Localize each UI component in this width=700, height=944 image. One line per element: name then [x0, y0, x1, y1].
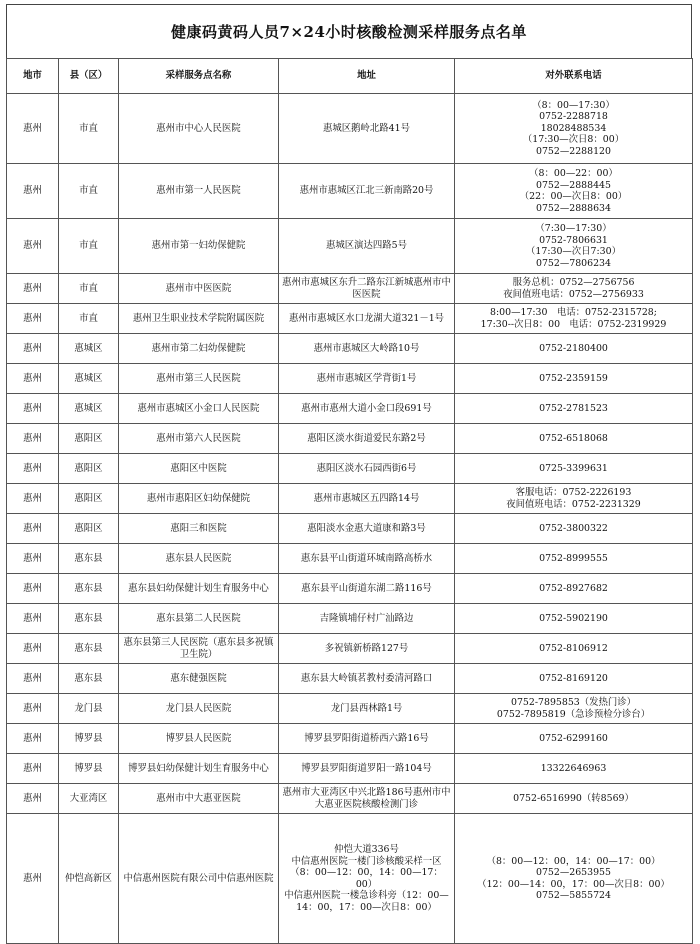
table-row	[7, 604, 693, 634]
table-row	[7, 724, 693, 754]
cell-city: 惠州	[7, 334, 59, 364]
cell-site-name: 惠东县第三人民医院（惠东县多祝镇卫生院）	[119, 634, 279, 664]
cell-address: 龙门县西林路1号	[279, 694, 455, 724]
cell-address: 吉隆镇埔仔村广汕路边	[279, 604, 455, 634]
cell-county: 惠阳区	[59, 484, 119, 514]
cell-phone: 0752-7895853（发热门诊） 0752-7895819（急诊预检分诊台）	[455, 694, 693, 724]
header-city: 地市	[7, 59, 59, 94]
table-row	[7, 484, 693, 514]
table-row	[7, 394, 693, 424]
table-row	[7, 94, 693, 164]
cell-site-name: 惠州市第一妇幼保健院	[119, 219, 279, 274]
cell-address: 惠州市惠城区水口龙湖大道321－1号	[279, 304, 455, 334]
cell-city: 惠州	[7, 274, 59, 304]
cell-city: 惠州	[7, 484, 59, 514]
cell-county: 惠城区	[59, 334, 119, 364]
cell-address: 仲恺大道336号 中信惠州医院一楼门诊核酸采样一区（8：00—12：00，14：00—17：00） 中信惠州医院一楼急诊科旁（12：00—14：00，17：00—次日8：00）	[279, 814, 455, 944]
cell-city: 惠州	[7, 634, 59, 664]
cell-address: 惠阳区淡水街道爱民东路2号	[279, 424, 455, 454]
cell-county: 市直	[59, 219, 119, 274]
cell-address: 惠东县大岭镇茗教村委清河路口	[279, 664, 455, 694]
cell-phone: 0752-6518068	[455, 424, 693, 454]
cell-site-name: 惠州市第三人民医院	[119, 364, 279, 394]
header-site-name: 采样服务点名称	[119, 59, 279, 94]
cell-city: 惠州	[7, 364, 59, 394]
cell-address: 惠州市惠城区东升二路东江新城惠州市中医医院	[279, 274, 455, 304]
cell-site-name: 惠东县第二人民医院	[119, 604, 279, 634]
cell-site-name: 惠州市第一人民医院	[119, 164, 279, 219]
cell-site-name: 惠东县妇幼保健计划生育服务中心	[119, 574, 279, 604]
cell-address: 惠城区演达四路5号	[279, 219, 455, 274]
cell-site-name: 惠州市中大惠亚医院	[119, 784, 279, 814]
table-row	[7, 304, 693, 334]
cell-county: 大亚湾区	[59, 784, 119, 814]
cell-address: 惠州市惠城区学背街1号	[279, 364, 455, 394]
cell-county: 博罗县	[59, 724, 119, 754]
cell-city: 惠州	[7, 664, 59, 694]
cell-phone: （8：00—12：00，14：00—17：00） 0752—2653955 （12：00—14：00，17：00—次日8：00） 0752—5855724	[455, 814, 693, 944]
table-row	[7, 514, 693, 544]
cell-site-name: 博罗县妇幼保健计划生育服务中心	[119, 754, 279, 784]
cell-city: 惠州	[7, 514, 59, 544]
table-row	[7, 634, 693, 664]
cell-site-name: 惠东健强医院	[119, 664, 279, 694]
cell-site-name: 惠东县人民医院	[119, 544, 279, 574]
table-header-row	[7, 59, 693, 94]
cell-phone: 0752-8999555	[455, 544, 693, 574]
cell-address: 博罗县罗阳街道桥西六路16号	[279, 724, 455, 754]
cell-county: 市直	[59, 164, 119, 219]
cell-city: 惠州	[7, 784, 59, 814]
cell-city: 惠州	[7, 219, 59, 274]
cell-phone: 0752-2359159	[455, 364, 693, 394]
cell-phone: 0752-2781523	[455, 394, 693, 424]
table-row	[7, 274, 693, 304]
cell-site-name: 惠州市惠阳区妇幼保健院	[119, 484, 279, 514]
cell-phone: 服务总机：0752—2756756 夜间值班电话：0752—2756933	[455, 274, 693, 304]
cell-address: 惠阳区淡水石园西街6号	[279, 454, 455, 484]
cell-city: 惠州	[7, 424, 59, 454]
cell-site-name: 中信惠州医院有限公司中信惠州医院	[119, 814, 279, 944]
cell-city: 惠州	[7, 94, 59, 164]
cell-phone: 0752-2180400	[455, 334, 693, 364]
cell-phone: 0752-8927682	[455, 574, 693, 604]
table-row	[7, 754, 693, 784]
cell-city: 惠州	[7, 724, 59, 754]
cell-address: 惠州市惠城区江北三新南路20号	[279, 164, 455, 219]
cell-county: 仲恺高新区	[59, 814, 119, 944]
cell-phone: 0752-8106912	[455, 634, 693, 664]
cell-phone: （8：00—22：00） 0752—2888445 （22：00—次日8：00） 0752—2888634	[455, 164, 693, 219]
cell-site-name: 惠阳区中医院	[119, 454, 279, 484]
cell-phone: 0752-6299160	[455, 724, 693, 754]
cell-site-name: 龙门县人民医院	[119, 694, 279, 724]
cell-site-name: 惠州市惠城区小金口人民医院	[119, 394, 279, 424]
cell-phone: （7:30—17:30） 0752-7806631 （17:30—次日7:30） 0752—7806234	[455, 219, 693, 274]
header-phone: 对外联系电话	[455, 59, 693, 94]
table-row	[7, 664, 693, 694]
cell-county: 惠阳区	[59, 514, 119, 544]
table-row	[7, 784, 693, 814]
cell-county: 惠城区	[59, 394, 119, 424]
cell-county: 市直	[59, 94, 119, 164]
cell-phone: 0752-6516990（转8569）	[455, 784, 693, 814]
cell-address: 博罗县罗阳街道罗阳一路104号	[279, 754, 455, 784]
cell-county: 惠东县	[59, 664, 119, 694]
table-row	[7, 454, 693, 484]
page-title: 健康码黄码人员7×24小时核酸检测采样服务点名单	[171, 23, 527, 41]
cell-phone: 0752-5902190	[455, 604, 693, 634]
table-row	[7, 814, 693, 944]
cell-site-name: 博罗县人民医院	[119, 724, 279, 754]
cell-site-name: 惠阳三和医院	[119, 514, 279, 544]
cell-county: 惠东县	[59, 604, 119, 634]
cell-county: 博罗县	[59, 754, 119, 784]
cell-county: 惠阳区	[59, 454, 119, 484]
header-address: 地址	[279, 59, 455, 94]
cell-phone: 13322646963	[455, 754, 693, 784]
cell-address: 惠州市惠城区五四路14号	[279, 484, 455, 514]
cell-address: 惠州市大亚湾区中兴北路186号惠州市中大惠亚医院核酸检测门诊	[279, 784, 455, 814]
cell-phone: 客服电话：0752-2226193 夜间值班电话：0752-2231329	[455, 484, 693, 514]
cell-county: 惠东县	[59, 634, 119, 664]
table-row	[7, 694, 693, 724]
table-row	[7, 364, 693, 394]
cell-phone: 0752-8169120	[455, 664, 693, 694]
cell-address: 惠东县平山街道东湖二路116号	[279, 574, 455, 604]
cell-city: 惠州	[7, 814, 59, 944]
cell-phone: （8：00—17:30） 0752-2288718 18028488534 （17:30—次日8：00） 0752—2288120	[455, 94, 693, 164]
cell-county: 惠阳区	[59, 424, 119, 454]
sampling-site-table	[6, 58, 693, 944]
cell-address: 惠州市惠州大道小金口段691号	[279, 394, 455, 424]
cell-county: 惠城区	[59, 364, 119, 394]
cell-city: 惠州	[7, 754, 59, 784]
cell-site-name: 惠州卫生职业技术学院附属医院	[119, 304, 279, 334]
cell-county: 惠东县	[59, 574, 119, 604]
table-row	[7, 424, 693, 454]
table-row	[7, 544, 693, 574]
cell-county: 惠东县	[59, 544, 119, 574]
cell-county: 市直	[59, 304, 119, 334]
cell-address: 惠城区鹅岭北路41号	[279, 94, 455, 164]
table-row	[7, 334, 693, 364]
cell-city: 惠州	[7, 304, 59, 334]
cell-county: 龙门县	[59, 694, 119, 724]
cell-city: 惠州	[7, 394, 59, 424]
cell-site-name: 惠州市第六人民医院	[119, 424, 279, 454]
cell-city: 惠州	[7, 574, 59, 604]
cell-city: 惠州	[7, 454, 59, 484]
cell-phone: 0725-3399631	[455, 454, 693, 484]
cell-address: 惠州市惠城区大岭路10号	[279, 334, 455, 364]
title-box	[6, 4, 692, 58]
header-county: 县（区）	[59, 59, 119, 94]
cell-phone: 8:00—17:30 电话：0752-2315728; 17:30--次日8：00 电话：0752-2319929	[455, 304, 693, 334]
cell-address: 多祝镇新桥路127号	[279, 634, 455, 664]
table-row	[7, 219, 693, 274]
cell-city: 惠州	[7, 694, 59, 724]
cell-site-name: 惠州市第二妇幼保健院	[119, 334, 279, 364]
cell-address: 惠东县平山街道环城南路高桥水	[279, 544, 455, 574]
cell-city: 惠州	[7, 544, 59, 574]
cell-city: 惠州	[7, 164, 59, 219]
cell-phone: 0752-3800322	[455, 514, 693, 544]
cell-county: 市直	[59, 274, 119, 304]
table-row	[7, 164, 693, 219]
cell-address: 惠阳淡水金惠大道康和路3号	[279, 514, 455, 544]
cell-city: 惠州	[7, 604, 59, 634]
cell-site-name: 惠州市中心人民医院	[119, 94, 279, 164]
table-row	[7, 574, 693, 604]
cell-site-name: 惠州市中医医院	[119, 274, 279, 304]
